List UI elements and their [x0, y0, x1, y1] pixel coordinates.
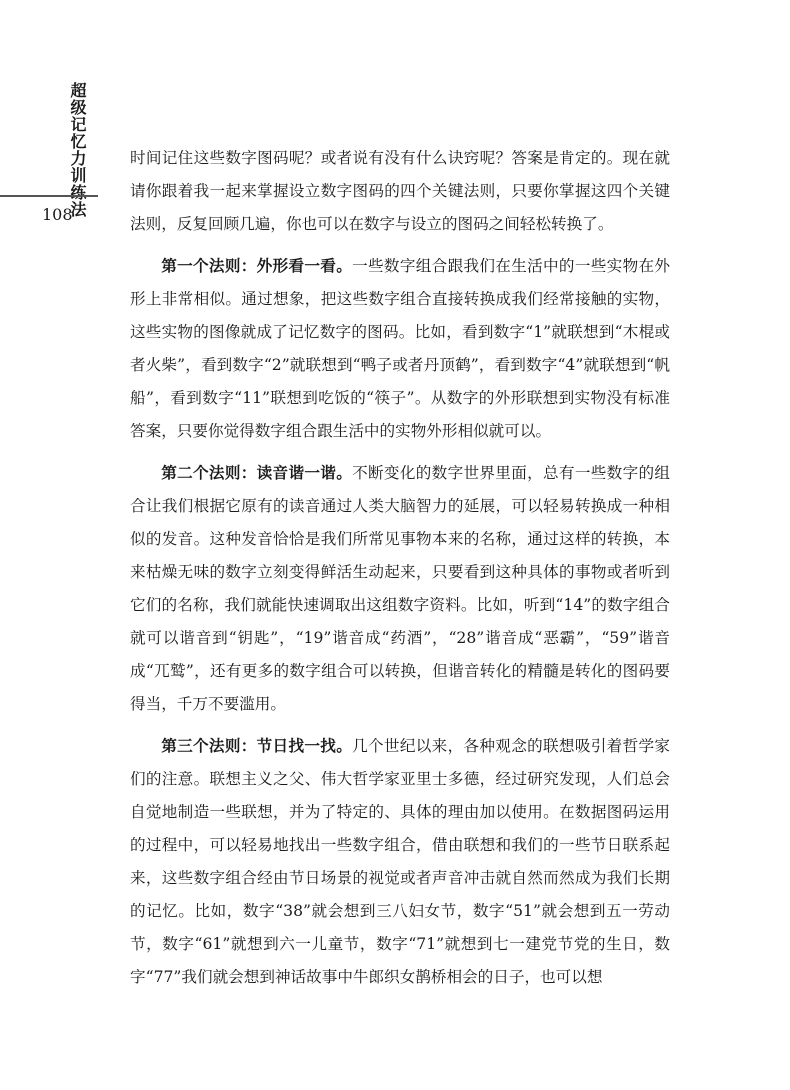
rule-2-title: 第二个法则：读音谐一谐。	[161, 464, 353, 482]
page-number: 108	[42, 205, 73, 224]
paragraph-text: 不断变化的数字世界里面，总有一些数字的组合让我们根据它原有的读音通过人类大脑智力的延展，可以轻易转换成一种相似的发音。这种发音恰恰是我们所常见事物本来的名称，通过这样的转换，本来枯燥无味的数字立刻变得鲜活生动起来，只要看到这种具体的事物或者听到它们的名称，我们就能快速调取出这组数字资料。比如，听到“14”的数字组合就可以谐音到“钥匙”，“19”谐音成“药酒”，“28”谐音成“恶霸”，“59”谐音成“兀鹫”，还有更多的数字组合可以转换，但谐音转化的精髓是转化的图码要得当，千万不要滥用。	[130, 464, 670, 713]
paragraph-text: 一些数字组合跟我们在生活中的一些实物在外形上非常相似。通过想象，把这些数字组合直接转换成我们经常接触的实物，这些实物的图像就成了记忆数字的图码。比如，看到数字“1”就联想到“木棍或者火柴”，看到数字“2”就联想到“鸭子或者丹顶鹤”，看到数字“4”就联想到“帆船”，看到数字“11”联想到吃饭的“筷子”。从数字的外形联想到实物没有标准答案，只要你觉得数字组合跟生活中的实物外形相似就可以。	[130, 257, 670, 440]
paragraph-text: 几个世纪以来，各种观念的联想吸引着哲学家们的注意。联想主义之父、伟大哲学家亚里士多德，经过研究发现，人们总会自觉地制造一些联想，并为了特定的、具体的理由加以使用。在数据图码运用的过程中，可以轻易地找出一些数字组合，借由联想和我们的一些节日联系起来，这些数字组合经由节日场景的视觉或者声音冲击就自然而然成为我们长期的记忆。比如，数字“38”就会想到三八妇女节，数字“51”就会想到五一劳动节，数字“61”就想到六一儿童节，数字“71”就想到七一建党节党的生日，数字“77”我们就会想到神话故事中牛郎织女鹊桥相会的日子，也可以想	[130, 737, 670, 986]
paragraph-rule-3	[130, 730, 670, 994]
rule-3-title: 第三个法则：节日找一找。	[161, 737, 353, 755]
rule-1-title: 第一个法则：外形看一看。	[161, 257, 353, 275]
sidebar-divider	[0, 195, 98, 197]
book-title: 超级记忆力训练法	[68, 82, 87, 218]
paragraph-rule-1	[130, 250, 670, 448]
paragraph-rule-2	[130, 457, 670, 721]
body-text	[130, 142, 670, 1003]
paragraph-text: 时间记住这些数字图码呢？或者说有没有什么诀窍呢？答案是肯定的。现在就请你跟着我一起来掌握设立数字图码的四个关键法则，只要你掌握这四个关键法则，反复回顾几遍，你也可以在数字与设立的图码之间轻松转换了。	[130, 149, 670, 233]
paragraph-intro	[130, 142, 670, 241]
